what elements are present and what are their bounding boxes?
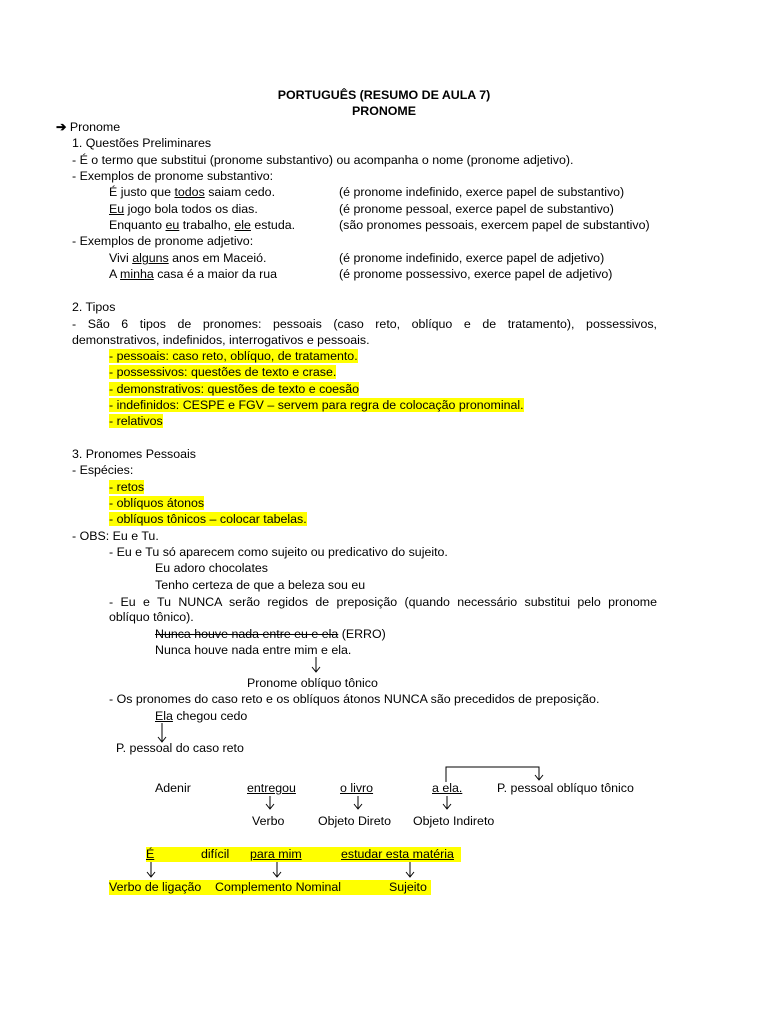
section-heading — [56, 120, 120, 135]
obs-heading: - OBS: Eu e Tu. — [72, 529, 159, 543]
adenir-note: P. pessoal oblíquo tônico — [497, 781, 634, 795]
example-1: É justo que todos saiam cedo. — [109, 185, 276, 199]
sentence-label: Sujeito — [389, 880, 427, 894]
sentence-word: a ela. — [432, 781, 463, 795]
ela-example: Ela chegou cedo — [155, 709, 248, 723]
sentence-label: Verbo — [252, 814, 285, 828]
example-4-note: (é pronome indefinido, exerce papel de adjetivo) — [339, 251, 605, 265]
down-arrow-icon — [263, 796, 277, 812]
sentence-word: Adenir — [155, 781, 191, 795]
example-3: Enquanto eu trabalho, ele estuda. — [109, 218, 296, 232]
correct-example-label: Pronome oblíquo tônico — [247, 676, 378, 690]
obs-2-line2: oblíquo tônico). — [109, 610, 194, 624]
species-item: - oblíquos tônicos – colocar tabelas. — [109, 512, 307, 526]
sentence-word: estudar esta matéria — [341, 847, 454, 861]
s2-paragraph-line2: demonstrativos, indefinidos, interrogativos e pessoais. — [72, 333, 370, 347]
obs-3: - Os pronomes do caso reto e os oblíquos átonos NUNCA são precedidos de preposição. — [109, 692, 600, 706]
s1-adj-heading: - Exemplos de pronome adjetivo: — [72, 234, 254, 248]
sentence-label: Objeto Direto — [318, 814, 392, 828]
sentence-label: Complemento Nominal — [215, 880, 342, 894]
sentence-label: Objeto Indireto — [413, 814, 495, 828]
down-arrow-icon — [351, 796, 365, 812]
example-3-note: (são pronomes pessoais, exercem papel de substantivo) — [339, 218, 650, 232]
example-5-note: (é pronome possessivo, exerce papel de adjetivo) — [339, 267, 613, 281]
example-2: Eu jogo bola todos os dias. — [109, 202, 258, 216]
sentence-word: o livro — [340, 781, 374, 795]
species-item: - oblíquos átonos — [109, 496, 205, 510]
s3-species: - Espécies: — [72, 463, 134, 477]
example-5: A minha casa é a maior da rua — [109, 267, 278, 281]
example-1-note: (é pronome indefinido, exerce papel de substantivo) — [339, 185, 625, 199]
tipo-item: - demonstrativos: questões de texto e coesão — [109, 382, 360, 396]
right-arrow-icon: ➔ — [56, 120, 67, 134]
down-arrow-icon — [403, 862, 417, 880]
tipo-item: - pessoais: caso reto, oblíquo, de tratamento. — [109, 349, 358, 363]
tipo-item: - possessivos: questões de texto e crase. — [109, 365, 337, 379]
document-title: PORTUGUÊS (RESUMO DE AULA 7) — [277, 88, 491, 102]
down-arrow-icon — [309, 657, 323, 675]
down-arrow-icon — [270, 862, 284, 880]
s1-definition: - É o termo que substitui (pronome substantivo) ou acompanha o nome (pronome adjetivo). — [72, 153, 574, 167]
down-arrow-icon — [144, 862, 158, 880]
obs-1-example-a: Eu adoro chocolates — [155, 561, 268, 575]
sentence-label: Verbo de ligação — [109, 880, 202, 894]
sentence-word: entregou — [247, 781, 296, 795]
error-example: Nunca houve nada entre eu e ela (ERRO) — [155, 627, 386, 641]
s2-heading: 2. Tipos — [72, 300, 116, 314]
example-4: Vivi alguns anos em Maceió. — [109, 251, 267, 265]
ela-label: P. pessoal do caso reto — [116, 741, 244, 755]
tipo-item: - indefinidos: CESPE e FGV – servem para regra de colocação pronominal. — [109, 398, 524, 412]
example-2-note: (é pronome pessoal, exerce papel de substantivo) — [339, 202, 614, 216]
s1-subs-heading: - Exemplos de pronome substantivo: — [72, 169, 274, 183]
correct-example: Nunca houve nada entre mim e ela. — [155, 643, 352, 657]
s3-heading: 3. Pronomes Pessoais — [72, 447, 196, 461]
sentence-word: É — [146, 847, 155, 861]
section-heading-label: Pronome — [69, 120, 121, 134]
sentence-word: difícil — [201, 847, 230, 861]
obs-1-example-b: Tenho certeza de que a beleza sou eu — [155, 578, 366, 592]
obs-2-line1: - Eu e Tu NUNCA serão regidos de preposição (quando necessário substitui pelo pronome — [109, 595, 657, 609]
sentence-word: para mim — [250, 847, 302, 861]
s2-paragraph-line1: - São 6 tipos de pronomes: pessoais (caso reto, oblíquo e de tratamento), possessivos, — [72, 317, 657, 331]
species-item: - retos — [109, 480, 145, 494]
document-subtitle: PRONOME — [351, 104, 417, 118]
tipo-item: - relativos — [109, 414, 163, 428]
s1-heading: 1. Questões Preliminares — [72, 136, 212, 150]
down-arrow-icon — [440, 796, 454, 812]
obs-1: - Eu e Tu só aparecem como sujeito ou predicativo do sujeito. — [109, 545, 448, 559]
